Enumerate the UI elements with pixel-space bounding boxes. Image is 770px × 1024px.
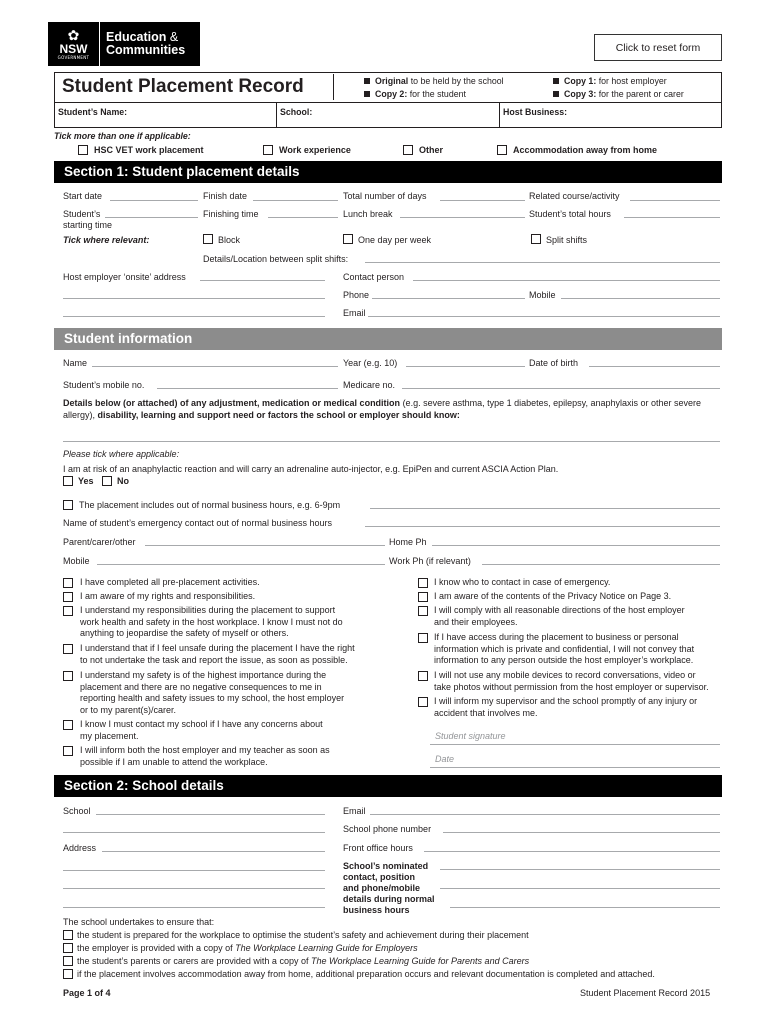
- yes-label: Yes: [78, 476, 94, 486]
- title-divider: [333, 74, 334, 100]
- school-name-label: School: [63, 806, 91, 816]
- total-hours-input[interactable]: [624, 217, 720, 218]
- start-date-input[interactable]: [110, 200, 198, 201]
- please-tick-label: Please tick where applicable:: [63, 449, 180, 459]
- anaphylactic-text: I am at risk of an anaphylactic reaction and will carry an adrenaline auto-injector, e.g. EpiPen and current ASCIA Action Plan.: [63, 464, 559, 474]
- starting-time-input[interactable]: [105, 217, 198, 218]
- finish-date-input[interactable]: [253, 200, 338, 201]
- host-address-label: Host employer ‘onsite’ address: [63, 272, 186, 282]
- finish-date-label: Finish date: [203, 191, 248, 201]
- block-label: Block: [218, 235, 241, 245]
- lunch-break-label: Lunch break: [343, 209, 393, 219]
- out-of-hours-input[interactable]: [370, 508, 720, 509]
- starting-time-label-2: starting time: [63, 220, 113, 230]
- contact-person-input[interactable]: [413, 280, 720, 281]
- undertakes-label: The school undertakes to ensure that:: [63, 917, 215, 927]
- address-input-4[interactable]: [63, 907, 325, 908]
- medical-details-instruction: Details below (or attached) of any adjustment, medication or medical condition (e.g. severe asthma, type 1 diabetes, epilepsy, anaphylaxis or other severe allergy), disability, learning and support need or factors the school or employer should know:: [63, 398, 702, 420]
- tick-instruction: Tick more than one if applicable:: [54, 131, 191, 141]
- confidential-text: If I have access during the placement to business or personal information which is private and confidential, I will not convey that information to any person outside the host employer’s workplace.: [434, 632, 695, 665]
- total-days-input[interactable]: [440, 200, 525, 201]
- year-input[interactable]: [406, 366, 525, 367]
- safety-importance-text: I understand my safety is of the highest importance during the placement and there are no negative consequences to me in reporting health and safety issues to my school, the host employer or to my parent(s)/carer.: [80, 670, 345, 715]
- student-signature-input[interactable]: [430, 744, 720, 745]
- work-ph-input[interactable]: [482, 564, 720, 565]
- related-course-input[interactable]: [630, 200, 720, 201]
- section-1-header: Section 1: Student placement details: [54, 161, 722, 183]
- home-ph-input[interactable]: [432, 545, 720, 546]
- privacy-notice-checkbox[interactable]: [418, 592, 428, 602]
- block-checkbox[interactable]: [203, 234, 213, 244]
- no-mobile-devices-text: I will not use any mobile devices to record conversations, video or take photos without permission from the host employer or supervisor.: [434, 670, 709, 692]
- undertaking-4-checkbox[interactable]: [63, 969, 73, 979]
- school-email-label: Email: [343, 806, 366, 816]
- undertaking-4-text: if the placement involves accommodation away from home, additional preparation occurs and relevant documentation is completed and attached.: [77, 969, 655, 979]
- school-input[interactable]: [312, 104, 496, 124]
- undertaking-2-checkbox[interactable]: [63, 943, 73, 953]
- one-day-checkbox[interactable]: [343, 234, 353, 244]
- dob-label: Date of birth: [529, 358, 579, 368]
- work-ph-label: Work Ph (if relevant): [389, 556, 471, 566]
- accommodation-checkbox[interactable]: [497, 145, 507, 155]
- whs-checkbox[interactable]: [63, 606, 73, 616]
- pre-placement-checkbox[interactable]: [63, 578, 73, 588]
- email-label: Email: [343, 308, 366, 318]
- other-checkbox[interactable]: [403, 145, 413, 155]
- related-course-label: Related course/activity: [529, 191, 620, 201]
- privacy-notice-text: I am aware of the contents of the Privacy Notice on Page 3.: [434, 591, 672, 601]
- parent-label: Parent/carer/other: [63, 537, 136, 547]
- undertaking-1-text: the student is prepared for the workplace to optimise the student’s safety and achievement during their placement: [77, 930, 529, 940]
- page-title: Student Placement Record: [62, 76, 304, 97]
- student-name-input[interactable]: [130, 104, 272, 124]
- contact-person-label: Contact person: [343, 272, 405, 282]
- start-date-label: Start date: [63, 191, 103, 201]
- hsc-vet-label: HSC VET work placement: [94, 145, 204, 155]
- phone-label: Phone: [343, 290, 370, 300]
- pre-placement-text: I have completed all pre-placement activities.: [80, 577, 260, 587]
- no-mobile-devices-checkbox[interactable]: [418, 671, 428, 681]
- contact-mobile-label: Mobile: [63, 556, 90, 566]
- dob-input[interactable]: [589, 366, 720, 367]
- medicare-label: Medicare no.: [343, 380, 396, 390]
- signature-date-input[interactable]: [430, 767, 720, 768]
- whs-text: I understand my responsibilities during the placement to support work health and safety in the host workplace. I know I must not do anything to jeopardise the safety of myself or others.: [80, 605, 343, 638]
- document-footer-title: Student Placement Record 2015: [580, 988, 711, 998]
- reset-form-button[interactable]: Click to reset form: [594, 34, 722, 61]
- split-details-input[interactable]: [365, 262, 720, 263]
- header-col-divider-1: [276, 102, 277, 128]
- nominated-contact-label: School’s nominated contact, position and phone/mobile details during normal business hours: [343, 861, 435, 915]
- undertaking-1-checkbox[interactable]: [63, 930, 73, 940]
- copy-1: Copy 1: for host employer: [553, 76, 667, 86]
- home-ph-label: Home Ph: [389, 537, 427, 547]
- inform-injury-text: I will inform my supervisor and the school promptly of any injury or accident that involves me.: [434, 696, 698, 718]
- name-input[interactable]: [92, 366, 338, 367]
- header-row-divider: [54, 102, 722, 103]
- confidential-checkbox[interactable]: [418, 633, 428, 643]
- school-email-input[interactable]: [370, 814, 720, 815]
- accommodation-label: Accommodation away from home: [513, 145, 658, 155]
- split-shifts-label: Split shifts: [546, 235, 588, 245]
- student-signature-placeholder: Student signature: [435, 731, 506, 741]
- copy-original: Original to be held by the school: [364, 76, 504, 86]
- address-input-1[interactable]: [102, 851, 325, 852]
- name-label: Name: [63, 358, 88, 368]
- host-business-input[interactable]: [568, 104, 718, 124]
- address-label: Address: [63, 843, 97, 853]
- school-phone-input[interactable]: [443, 832, 720, 833]
- total-days-label: Total number of days: [343, 191, 427, 201]
- address-input-2[interactable]: [63, 870, 325, 871]
- header-col-divider-2: [499, 102, 500, 128]
- copy-3: Copy 3: for the parent or carer: [553, 89, 684, 99]
- school-phone-label: School phone number: [343, 824, 432, 834]
- anaphylactic-no-checkbox[interactable]: [102, 476, 112, 486]
- no-label: No: [117, 476, 129, 486]
- front-office-input[interactable]: [424, 851, 720, 852]
- nominated-contact-input-2[interactable]: [440, 888, 720, 889]
- waratah-icon: ✿ NSW GOVERNMENT: [48, 22, 100, 66]
- nsw-education-logo: [48, 22, 200, 66]
- total-hours-label: Student’s total hours: [529, 209, 611, 219]
- page-number: Page 1 of 4: [63, 988, 111, 998]
- school-label: School:: [280, 107, 313, 117]
- starting-time-label-1: Student’s: [63, 209, 101, 219]
- safety-importance-checkbox[interactable]: [63, 671, 73, 681]
- parent-input[interactable]: [145, 545, 385, 546]
- nominated-contact-input-1[interactable]: [440, 869, 720, 870]
- student-info-header: Student information: [54, 328, 722, 350]
- medical-details-input[interactable]: [63, 441, 720, 442]
- undertaking-3-text: the student’s parents or carers are provided with a copy of The Workplace Learning Guide for Parents and Carers: [77, 956, 530, 966]
- tick-relevant-label: Tick where relevant:: [63, 235, 150, 245]
- anaphylactic-yes-checkbox[interactable]: [63, 476, 73, 486]
- unsafe-text: I understand that if I feel unsafe during the placement I have the right to not undertake the task and report the issue, as soon as possible.: [80, 643, 355, 665]
- host-address-input-2[interactable]: [63, 298, 325, 299]
- emergency-contact-label: Name of student’s emergency contact out of normal business hours: [63, 518, 332, 528]
- email-input[interactable]: [368, 316, 720, 317]
- date-placeholder: Date: [435, 754, 455, 764]
- emergency-contact-input[interactable]: [365, 526, 720, 527]
- department-name: Education & Communities: [106, 30, 186, 57]
- inform-absence-checkbox[interactable]: [63, 746, 73, 756]
- copy-2: Copy 2: for the student: [364, 89, 466, 99]
- student-name-label: Student’s Name:: [58, 107, 128, 117]
- emergency-contact-aware-text: I know who to contact in case of emergency.: [434, 577, 611, 587]
- medicare-input[interactable]: [402, 388, 720, 389]
- comply-directions-checkbox[interactable]: [418, 606, 428, 616]
- undertaking-2-text: the employer is provided with a copy of The Workplace Learning Guide for Employers: [77, 943, 418, 953]
- contact-mobile-input[interactable]: [97, 564, 385, 565]
- inform-absence-text: I will inform both the host employer and my teacher as soon as possible if I am unable to attend the workplace.: [80, 745, 330, 767]
- host-address-input-1[interactable]: [200, 280, 325, 281]
- emergency-contact-aware-checkbox[interactable]: [418, 578, 428, 588]
- school-name-input[interactable]: [96, 814, 325, 815]
- section-2-header: Section 2: School details: [54, 775, 722, 797]
- undertaking-3-checkbox[interactable]: [63, 956, 73, 966]
- comply-directions-text: I will comply with all reasonable directions of the host employer and their employees.: [434, 605, 685, 627]
- split-shifts-checkbox[interactable]: [531, 234, 541, 244]
- hsc-vet-checkbox[interactable]: [78, 145, 88, 155]
- work-experience-checkbox[interactable]: [263, 145, 273, 155]
- lunch-break-input[interactable]: [400, 217, 525, 218]
- nominated-contact-input-3[interactable]: [450, 907, 720, 908]
- out-of-hours-label: The placement includes out of normal business hours, e.g. 6-9pm: [79, 500, 341, 510]
- inform-injury-checkbox[interactable]: [418, 697, 428, 707]
- front-office-label: Front office hours: [343, 843, 413, 853]
- out-of-hours-checkbox[interactable]: [63, 500, 73, 510]
- phone-input[interactable]: [372, 298, 525, 299]
- contact-school-text: I know I must contact my school if I have any concerns about my placement.: [80, 719, 323, 741]
- school-name-input-2[interactable]: [63, 832, 325, 833]
- student-mobile-input[interactable]: [157, 388, 338, 389]
- mobile-label: Mobile: [529, 290, 556, 300]
- work-experience-label: Work experience: [279, 145, 351, 155]
- rights-checkbox[interactable]: [63, 592, 73, 602]
- host-business-label: Host Business:: [503, 107, 568, 117]
- student-mobile-label: Student’s mobile no.: [63, 380, 145, 390]
- mobile-input[interactable]: [561, 298, 720, 299]
- finishing-time-input[interactable]: [268, 217, 338, 218]
- split-details-label: Details/Location between split shifts:: [203, 254, 349, 264]
- rights-text: I am aware of my rights and responsibilities.: [80, 591, 256, 601]
- host-address-input-3[interactable]: [63, 316, 325, 317]
- unsafe-checkbox[interactable]: [63, 644, 73, 654]
- other-label: Other: [419, 145, 444, 155]
- finishing-time-label: Finishing time: [203, 209, 259, 219]
- one-day-label: One day per week: [358, 235, 432, 245]
- year-label: Year (e.g. 10): [343, 358, 398, 368]
- address-input-3[interactable]: [63, 888, 325, 889]
- contact-school-checkbox[interactable]: [63, 720, 73, 730]
